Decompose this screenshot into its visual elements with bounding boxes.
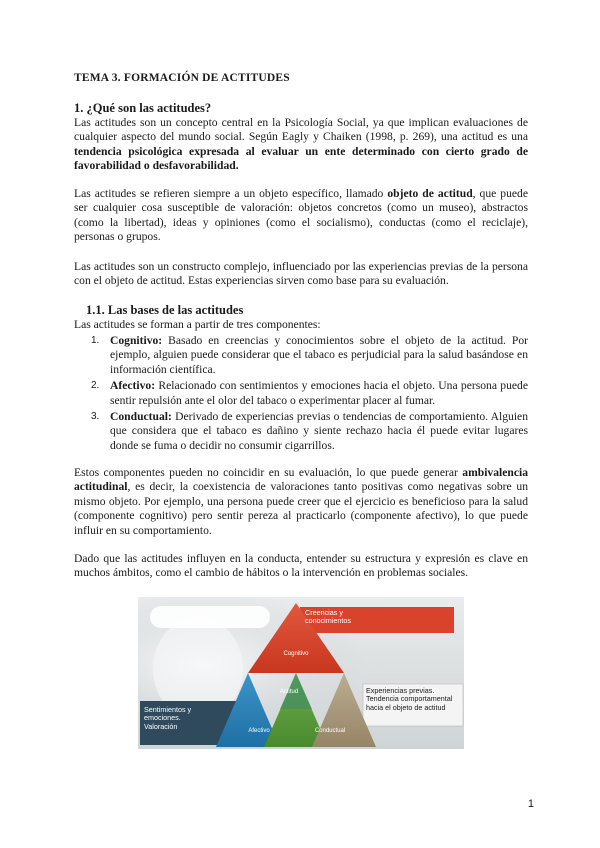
paragraph-intro-components: Las actitudes se forman a partir de tres componentes:	[74, 318, 321, 331]
list-text: Basado en creencias y conocimientos sobre el objeto de la actitud. Por ejemplo, alguien puede considerar que el tabaco es perjudicial para la salud basándose en información científica.	[110, 334, 528, 376]
list-number: 2.	[91, 380, 100, 392]
label-cognitivo: Cognitivo	[283, 651, 309, 657]
label-creencias: Creencias y conocimientos	[305, 608, 351, 626]
list-number: 1.	[91, 335, 100, 346]
paragraph-ambivalencia-bold: ambivalencia actitudinal	[74, 466, 528, 494]
page-title: TEMA 3. FORMACIÓN DE ACTITUDES	[74, 72, 290, 84]
page-number: 1	[527, 798, 534, 810]
paragraph-constructo: Las actitudes son un constructo complejo, influenciado por las experiencias previas de la persona con el objeto de actitud. Estas experiencias sirven como base para su evaluación.	[74, 260, 528, 288]
list-term: Conductual:	[110, 410, 172, 424]
paragraph-objeto-text-c: , que puede ser cualquier cosa susceptible de valoración: objetos concretos (como un museo), abstractos (como la libertad), ideas y opiniones (como el socialismo), conductas (como el reciclaje), personas o grupos.	[74, 187, 528, 244]
list-text: Derivado de experiencias previas o tendencias de comportamiento. Alguien que considera que el tabaco es dañino y siente rechazo hacia él puede evitar lugares donde se fuma o decidir no consumir cigarrillos.	[110, 410, 528, 452]
paragraph-objeto-bold: objeto de actitud	[387, 187, 473, 200]
paragraph-objeto-text-a: Las actitudes se refieren siempre a un objeto específico, llamado	[74, 187, 388, 200]
paragraph-objeto-actitud	[74, 187, 528, 245]
paragraph-ambivalencia-text-c: , es decir, la coexistencia de valoraciones tanto positivas como negativas sobre un mismo objeto. Por ejemplo, una persona puede creer que el ejercicio es beneficioso para la salud (componente cognitivo) pero sentir pereza al practicarlo (componente afectivo), lo que puede influir en su comportamiento.	[74, 480, 528, 537]
label-conductual: Conductual	[314, 728, 346, 734]
paragraph-definition-bold: tendencia psicológica expresada al evaluar un ente determinado con cierto grado de favorabilidad o desfavorabilidad.	[74, 144, 528, 173]
list-term: Afectivo:	[110, 379, 156, 393]
paragraph-definition	[74, 116, 528, 174]
section-heading-1: 1. ¿Qué son las actitudes?	[74, 101, 212, 115]
list-number: 3.	[91, 411, 100, 423]
components-list	[74, 334, 528, 455]
list-item-conductual	[74, 410, 528, 453]
label-actitud: Actitud	[279, 689, 299, 695]
attitude-components-figure	[138, 597, 464, 749]
paragraph-ambivalencia	[74, 466, 528, 538]
list-item-afectivo	[74, 379, 528, 408]
paragraph-ambivalencia-text-a: Estos componentes pueden no coincidir en su evaluación, lo que puede generar	[74, 466, 463, 479]
section-heading-1-1: 1.1. Las bases de las actitudes	[86, 303, 244, 317]
list-term: Cognitivo:	[110, 334, 163, 347]
label-sentimientos: Sentimientos y emociones. Valoración	[144, 705, 192, 731]
list-item-cognitivo	[74, 334, 528, 377]
paragraph-conducta: Dado que las actitudes influyen en la conducta, entender su estructura y expresión es clave en muchos ámbitos, como el cambio de hábitos o la intervención en problemas sociales.	[74, 552, 528, 580]
label-afectivo: Afectivo	[248, 728, 270, 734]
label-experiencias: Experiencias previas. Tendencia comportamental hacia el objeto de actitud	[366, 686, 453, 712]
list-text: Relacionado con sentimientos y emociones hacia el objeto. Una persona puede sentir repulsión ante el olor del tabaco o experimentar placer al fumar.	[110, 379, 528, 407]
cigarette-shape	[150, 606, 270, 628]
paragraph-definition-text: Las actitudes son un concepto central en la Psicología Social, ya que implican evaluaciones de cualquier aspecto del mundo social. Según Eagly y Chaiken (1998, p. 269), una actitud es una	[74, 116, 528, 144]
